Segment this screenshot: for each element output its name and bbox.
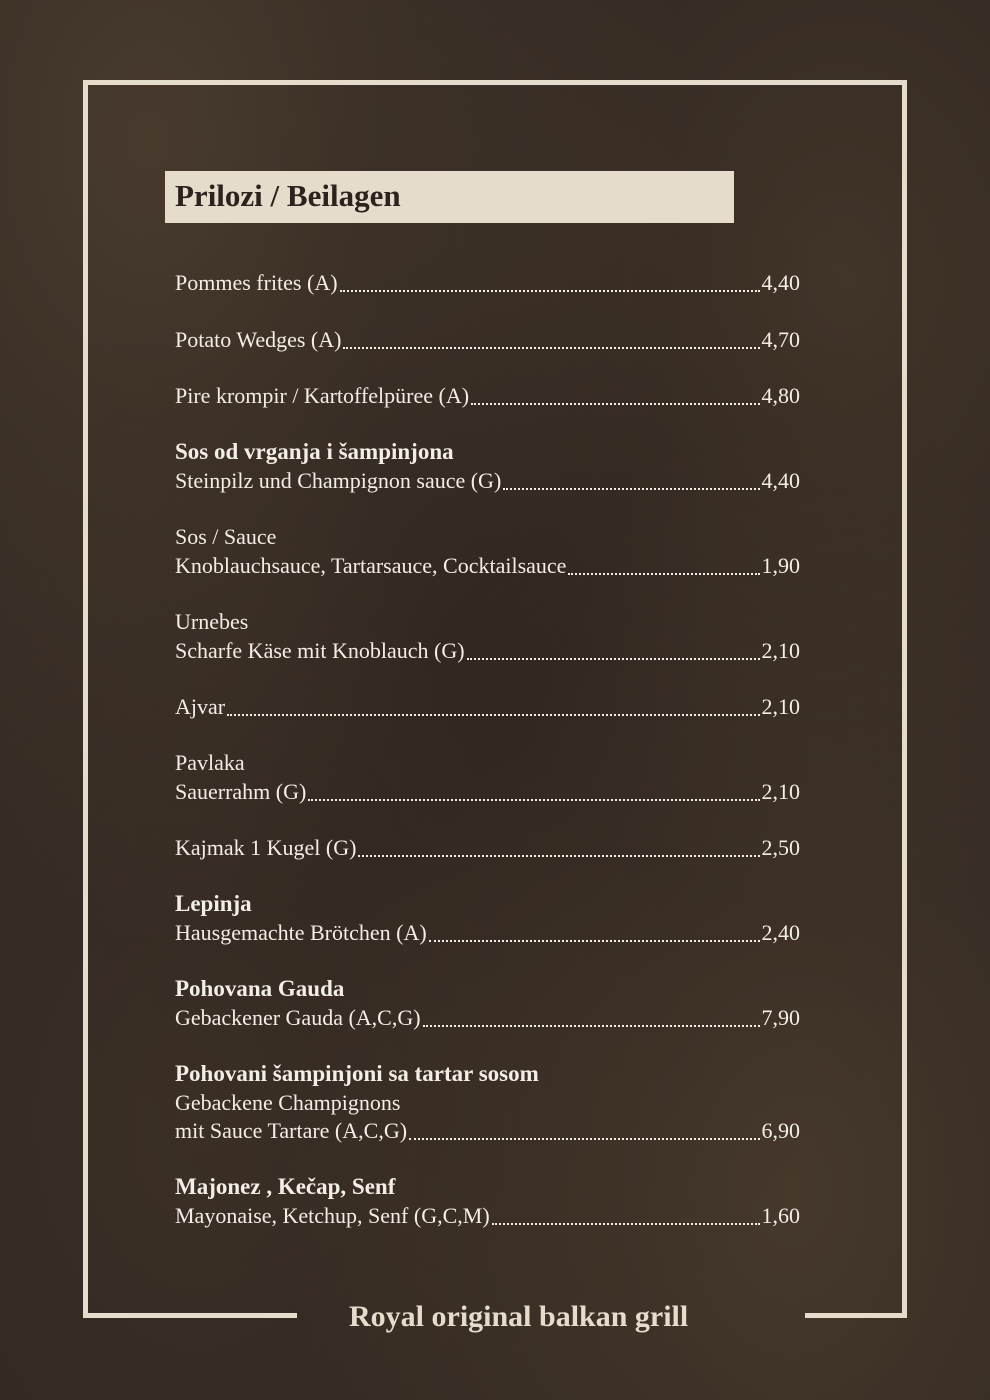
item-description: Hausgemachte Brötchen (A) — [175, 920, 427, 945]
item-description: mit Sauce Tartare (A,C,G) — [175, 1118, 408, 1143]
dot-leader — [503, 488, 759, 490]
dot-leader — [227, 714, 759, 716]
item-price: 2,50 — [761, 835, 800, 860]
item-description: Pommes frites (A) — [175, 270, 338, 295]
item-title: Sos od vrganja i šampinjona — [175, 439, 454, 464]
menu-item-kajmak — [175, 835, 800, 863]
item-description: Pire krompir / Kartoffelpüree (A) — [175, 383, 470, 408]
item-title: Majonez , Kečap, Senf — [175, 1174, 396, 1199]
item-price: 6,90 — [761, 1118, 800, 1143]
item-description: Gebackener Gauda (A,C,G) — [175, 1005, 421, 1030]
frame-bottom-right-border — [805, 1313, 907, 1318]
menu-item-sos-vrganja — [175, 468, 800, 496]
menu-item-pavlaka — [175, 779, 800, 807]
item-description: Mayonaise, Ketchup, Senf (G,C,M) — [175, 1203, 490, 1228]
item-title: Pohovani šampinjoni sa tartar sosom — [175, 1061, 539, 1086]
item-description: Sauerrahm (G) — [175, 779, 307, 804]
dot-leader — [423, 1025, 760, 1027]
menu-item-pommes-frites — [175, 270, 800, 298]
item-title: Sos / Sauce — [175, 524, 277, 549]
frame-right-border — [902, 80, 907, 1318]
menu-item-pohovani-sampinjoni — [175, 1118, 800, 1146]
menu-item-sos-sauce — [175, 553, 800, 581]
menu-item-ajvar — [175, 694, 800, 722]
menu-item-lepinja — [175, 920, 800, 948]
dot-leader — [343, 347, 759, 349]
item-price: 4,40 — [761, 270, 800, 295]
item-title: Pohovana Gauda — [175, 976, 345, 1001]
menu-item-pire-krompir — [175, 383, 800, 411]
dot-leader — [492, 1223, 760, 1225]
item-price: 2,10 — [761, 694, 800, 719]
dot-leader — [568, 573, 759, 575]
frame-top-border — [83, 80, 907, 85]
dot-leader — [429, 940, 760, 942]
item-title: Pavlaka — [175, 750, 245, 775]
item-price: 4,40 — [761, 468, 800, 493]
dot-leader — [358, 855, 759, 857]
item-description: Kajmak 1 Kugel (G) — [175, 835, 357, 860]
item-title: Lepinja — [175, 891, 252, 916]
item-price: 2,40 — [761, 920, 800, 945]
dot-leader — [308, 799, 759, 801]
item-price: 1,90 — [761, 553, 800, 578]
frame-left-border — [83, 80, 88, 1318]
item-price: 2,10 — [761, 779, 800, 804]
item-description: Ajvar — [175, 694, 226, 719]
menu-item-majonez — [175, 1203, 800, 1231]
item-title: Urnebes — [175, 609, 249, 634]
section-header — [165, 171, 734, 223]
item-subtitle: Gebackene Champignons — [175, 1090, 401, 1115]
item-description: Steinpilz und Champignon sauce (G) — [175, 468, 502, 493]
dot-leader — [471, 403, 759, 405]
footer-tagline: Royal original balkan grill — [349, 1300, 689, 1333]
menu-item-pohovana-gauda — [175, 1005, 800, 1033]
menu-item-potato-wedges — [175, 327, 800, 355]
item-price: 7,90 — [761, 1005, 800, 1030]
dot-leader — [467, 658, 760, 660]
section-title: Prilozi / Beilagen — [175, 178, 401, 213]
item-price: 2,10 — [761, 638, 800, 663]
item-description: Potato Wedges (A) — [175, 327, 342, 352]
item-price: 1,60 — [761, 1203, 800, 1228]
item-price: 4,70 — [761, 327, 800, 352]
dot-leader — [409, 1138, 759, 1140]
frame-bottom-left-border — [83, 1313, 297, 1318]
item-description: Knoblauchsauce, Tartarsauce, Cocktailsauce — [175, 553, 567, 578]
item-price: 4,80 — [761, 383, 800, 408]
dot-leader — [340, 290, 760, 292]
menu-item-urnebes — [175, 638, 800, 666]
item-description: Scharfe Käse mit Knoblauch (G) — [175, 638, 465, 663]
